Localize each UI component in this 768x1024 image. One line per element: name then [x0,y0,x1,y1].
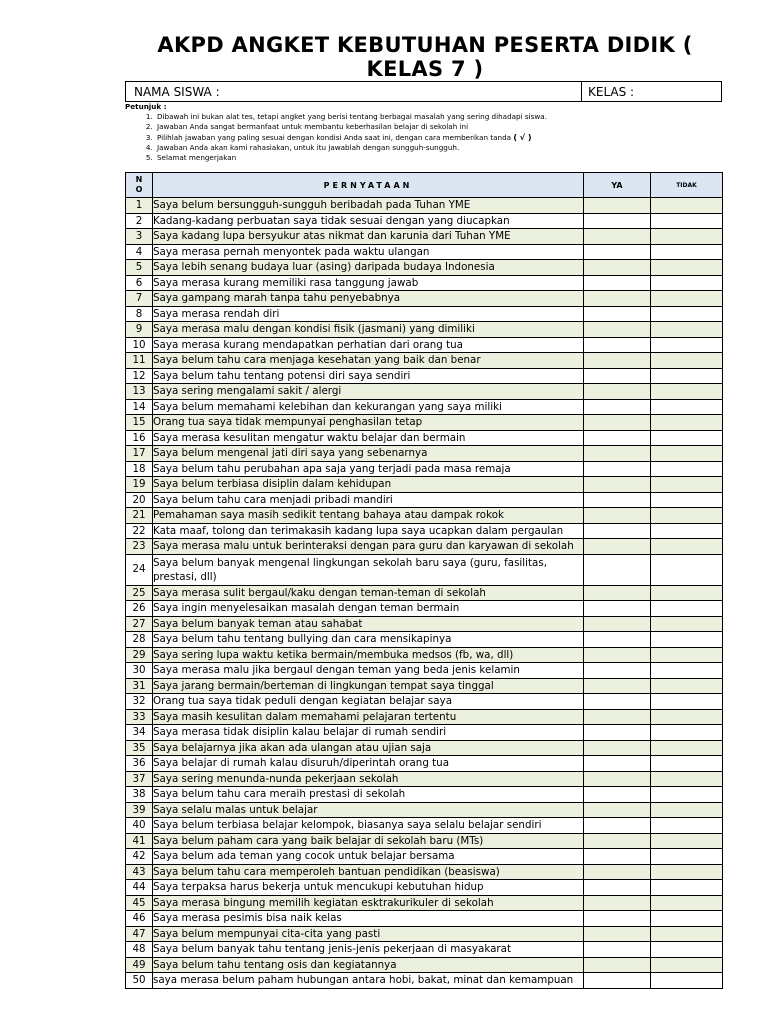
row-number: 22 [126,523,153,539]
table-row [126,492,723,508]
row-number: 48 [126,942,153,958]
tidak-checkbox-cell[interactable] [651,244,723,260]
ya-checkbox-cell[interactable] [584,244,651,260]
table-row [126,461,723,477]
tidak-checkbox-cell[interactable] [651,198,723,214]
ya-checkbox-cell[interactable] [584,632,651,648]
table-row [126,399,723,415]
tidak-checkbox-cell[interactable] [651,818,723,834]
statement-text: Saya belum tahu cara meraih prestasi di sekolah [153,787,584,803]
row-number: 32 [126,694,153,710]
row-number: 47 [126,926,153,942]
tidak-checkbox-cell[interactable] [651,973,723,989]
table-row [126,678,723,694]
tidak-checkbox-cell[interactable] [651,585,723,601]
ya-checkbox-cell[interactable] [584,787,651,803]
statement-text: Saya belum tahu cara memperoleh bantuan pendidikan (beasiswa) [153,864,584,880]
ya-checkbox-cell[interactable] [584,477,651,493]
table-row [126,508,723,524]
header-ya: YA [584,173,651,198]
table-row [126,957,723,973]
row-number: 7 [126,291,153,307]
ya-checkbox-cell[interactable] [584,306,651,322]
table-row [126,771,723,787]
tidak-checkbox-cell[interactable] [651,787,723,803]
tidak-checkbox-cell[interactable] [651,306,723,322]
row-number: 50 [126,973,153,989]
tidak-checkbox-cell[interactable] [651,523,723,539]
statement-text: Saya kadang lupa bersyukur atas nikmat dan karunia dari Tuhan YME [153,229,584,245]
nama-siswa-field[interactable]: NAMA SISWA : [126,82,582,101]
statement-text: Saya lebih senang budaya luar (asing) daripada budaya Indonesia [153,260,584,276]
table-row [126,694,723,710]
ya-checkbox-cell[interactable] [584,213,651,229]
statement-text: Kadang-kadang perbuatan saya tidak sesuai dengan yang diucapkan [153,213,584,229]
statement-text: Kata maaf, tolong dan terimakasih kadang lupa saya ucapkan dalam pergaulan [153,523,584,539]
table-header-row [126,173,723,198]
ya-checkbox-cell[interactable] [584,942,651,958]
ya-checkbox-cell[interactable] [584,554,651,585]
table-row [126,849,723,865]
tidak-checkbox-cell[interactable] [651,709,723,725]
row-number: 40 [126,818,153,834]
row-number: 44 [126,880,153,896]
statement-text: Saya belum banyak mengenal lingkungan sekolah baru saya (guru, fasilitas, prestasi, dll) [153,554,584,585]
tidak-checkbox-cell[interactable] [651,926,723,942]
statement-text: Saya belum mempunyai cita-cita yang pasti [153,926,584,942]
tidak-checkbox-cell[interactable] [651,942,723,958]
row-number: 23 [126,539,153,555]
statement-text: Saya merasa bingung memilih kegiatan esktrakurikuler di sekolah [153,895,584,911]
ya-checkbox-cell[interactable] [584,818,651,834]
statement-text: Saya belum banyak tahu tentang jenis-jenis pekerjaan di masyakarat [153,942,584,958]
row-number: 1 [126,198,153,214]
ya-checkbox-cell[interactable] [584,771,651,787]
row-number: 26 [126,601,153,617]
header-no [126,173,153,198]
row-number: 5 [126,260,153,276]
table-row [126,756,723,772]
statement-text: Saya belum tahu tentang bullying dan cara mensikapinya [153,632,584,648]
ya-checkbox-cell[interactable] [584,601,651,617]
table-row [126,787,723,803]
statement-text: Saya sering lupa waktu ketika bermain/membuka medsos (fb, wa, dll) [153,647,584,663]
table-row [126,306,723,322]
ya-checkbox-cell[interactable] [584,585,651,601]
ya-checkbox-cell[interactable] [584,802,651,818]
statement-text: Saya sering mengalami sakit / alergi [153,384,584,400]
tidak-checkbox-cell[interactable] [651,260,723,276]
row-number: 27 [126,616,153,632]
statement-text: Saya belum mengenal jati diri saya yang sebenarnya [153,446,584,462]
row-number: 28 [126,632,153,648]
table-row [126,446,723,462]
table-row [126,322,723,338]
statement-text: Orang tua saya tidak peduli dengan kegiatan belajar saya [153,694,584,710]
row-number: 43 [126,864,153,880]
page-title: AKPD ANGKET KEBUTUHAN PESERTA DIDIK ( KELAS 7 ) [157,33,693,81]
statement-text: saya merasa belum paham hubungan antara hobi, bakat, minat dan kemampuan [153,973,584,989]
tidak-checkbox-cell[interactable] [651,880,723,896]
table-row [126,368,723,384]
tidak-checkbox-cell[interactable] [651,229,723,245]
kelas-field[interactable]: KELAS : [588,85,635,99]
ya-checkbox-cell[interactable] [584,539,651,555]
statement-text: Saya belum memahami kelebihan dan kekurangan yang saya miliki [153,399,584,415]
tidak-checkbox-cell[interactable] [651,384,723,400]
row-number: 21 [126,508,153,524]
ya-checkbox-cell[interactable] [584,353,651,369]
ya-checkbox-cell[interactable] [584,895,651,911]
row-number: 15 [126,415,153,431]
ya-checkbox-cell[interactable] [584,492,651,508]
check-mark: ( √ ) [513,132,532,142]
tidak-checkbox-cell[interactable] [651,291,723,307]
row-number: 34 [126,725,153,741]
row-number: 20 [126,492,153,508]
statement-text: Saya belum bersungguh-sungguh beribadah pada Tuhan YME [153,198,584,214]
tidak-checkbox-cell[interactable] [651,802,723,818]
statement-text: Saya merasa pesimis bisa naik kelas [153,911,584,927]
row-number: 49 [126,957,153,973]
ya-checkbox-cell[interactable] [584,337,651,353]
ya-checkbox-cell[interactable] [584,446,651,462]
table-row [126,709,723,725]
table-row [126,430,723,446]
tidak-checkbox-cell[interactable] [651,833,723,849]
statement-text: Saya belum ada teman yang cocok untuk belajar bersama [153,849,584,865]
header-tidak: TIDAK [651,173,723,198]
tidak-checkbox-cell[interactable] [651,632,723,648]
statement-text: Saya merasa rendah diri [153,306,584,322]
statement-text: Saya gampang marah tanpa tahu penyebabnya [153,291,584,307]
row-number: 16 [126,430,153,446]
header-pernyataan: PERNYATAAN [153,173,584,198]
row-number: 25 [126,585,153,601]
statement-text: Saya sering menunda-nunda pekerjaan sekolah [153,771,584,787]
ya-checkbox-cell[interactable] [584,508,651,524]
statement-text: Pemahaman saya masih sedikit tentang bahaya atau dampak rokok [153,508,584,524]
row-number: 2 [126,213,153,229]
row-number: 46 [126,911,153,927]
table-body [126,198,723,989]
row-number: 17 [126,446,153,462]
table-row [126,244,723,260]
table-row [126,198,723,214]
ya-checkbox-cell[interactable] [584,415,651,431]
student-info-box [125,81,722,102]
table-row [126,616,723,632]
ya-checkbox-cell[interactable] [584,864,651,880]
table-row [126,337,723,353]
tidak-checkbox-cell[interactable] [651,647,723,663]
ya-checkbox-cell[interactable] [584,260,651,276]
tidak-checkbox-cell[interactable] [651,446,723,462]
ya-checkbox-cell[interactable] [584,957,651,973]
tidak-checkbox-cell[interactable] [651,353,723,369]
questionnaire-table [125,172,723,989]
row-number: 37 [126,771,153,787]
ya-checkbox-cell[interactable] [584,663,651,679]
tidak-checkbox-cell[interactable] [651,911,723,927]
row-number: 14 [126,399,153,415]
instructions [125,102,725,163]
statement-text: Saya belajar di rumah kalau disuruh/diperintah orang tua [153,756,584,772]
tidak-checkbox-cell[interactable] [651,740,723,756]
table-row [126,895,723,911]
statement-text: Saya merasa tidak disiplin kalau belajar di rumah sendiri [153,725,584,741]
ya-checkbox-cell[interactable] [584,740,651,756]
statement-text: Saya belum tahu cara menjaga kesehatan yang baik dan benar [153,353,584,369]
table-row [126,601,723,617]
statement-text: Saya merasa kesulitan mengatur waktu belajar dan bermain [153,430,584,446]
ya-checkbox-cell[interactable] [584,849,651,865]
tidak-checkbox-cell[interactable] [651,492,723,508]
statement-text: Saya belajarnya jika akan ada ulangan atau ujian saja [153,740,584,756]
table-row [126,833,723,849]
tidak-checkbox-cell[interactable] [651,337,723,353]
ya-checkbox-cell[interactable] [584,926,651,942]
ya-checkbox-cell[interactable] [584,198,651,214]
instruction-item [155,133,725,143]
statement-text: Saya jarang bermain/berteman di lingkungan tempat saya tinggal [153,678,584,694]
table-row [126,229,723,245]
ya-checkbox-cell[interactable] [584,368,651,384]
tidak-checkbox-cell[interactable] [651,957,723,973]
ya-checkbox-cell[interactable] [584,616,651,632]
row-number: 9 [126,322,153,338]
ya-checkbox-cell[interactable] [584,647,651,663]
statement-text: Saya merasa malu untuk berinteraksi dengan para guru dan karyawan di sekolah [153,539,584,555]
ya-checkbox-cell[interactable] [584,384,651,400]
row-number: 35 [126,740,153,756]
tidak-checkbox-cell[interactable] [651,399,723,415]
ya-checkbox-cell[interactable] [584,911,651,927]
tidak-checkbox-cell[interactable] [651,601,723,617]
row-number: 10 [126,337,153,353]
ya-checkbox-cell[interactable] [584,322,651,338]
tidak-checkbox-cell[interactable] [651,461,723,477]
row-number: 31 [126,678,153,694]
tidak-checkbox-cell[interactable] [651,663,723,679]
statement-text: Saya masih kesulitan dalam memahami pelajaran tertentu [153,709,584,725]
table-row [126,415,723,431]
tidak-checkbox-cell[interactable] [651,616,723,632]
tidak-checkbox-cell[interactable] [651,864,723,880]
tidak-checkbox-cell[interactable] [651,539,723,555]
row-number: 36 [126,756,153,772]
instructions-list [125,112,725,163]
table-row [126,818,723,834]
tidak-checkbox-cell[interactable] [651,508,723,524]
ya-checkbox-cell[interactable] [584,229,651,245]
row-number: 38 [126,787,153,803]
table-row [126,585,723,601]
tidak-checkbox-cell[interactable] [651,554,723,585]
ya-checkbox-cell[interactable] [584,430,651,446]
table-row [126,725,723,741]
ya-checkbox-cell[interactable] [584,461,651,477]
table-row [126,539,723,555]
instruction-item: 2. Jawaban Anda sangat bermanfaat untuk membantu keberhasilan belajar di sekolah ini [155,122,725,132]
instruction-item: 1. Dibawah ini bukan alat tes, tetapi angket yang berisi tentang berbagai masalah yang sering dihadapi siswa. [155,112,725,122]
ya-checkbox-cell[interactable] [584,291,651,307]
table-row [126,942,723,958]
tidak-checkbox-cell[interactable] [651,430,723,446]
tidak-checkbox-cell[interactable] [651,849,723,865]
tidak-checkbox-cell[interactable] [651,415,723,431]
instruction-item: 5. Selamat mengerjakan [155,153,725,163]
ya-checkbox-cell[interactable] [584,880,651,896]
table-row [126,291,723,307]
statement-text: Orang tua saya tidak mempunyai penghasilan tetap [153,415,584,431]
statement-text: Saya merasa sulit bergaul/kaku dengan teman-teman di sekolah [153,585,584,601]
row-number: 41 [126,833,153,849]
statement-text: Saya merasa malu dengan kondisi fisik (jasmani) yang dimiliki [153,322,584,338]
table-row [126,554,723,585]
table-row [126,647,723,663]
row-number: 30 [126,663,153,679]
statement-text: Saya belum tahu cara menjadi pribadi mandiri [153,492,584,508]
row-number: 29 [126,647,153,663]
tidak-checkbox-cell[interactable] [651,694,723,710]
ya-checkbox-cell[interactable] [584,275,651,291]
statement-text: Saya merasa pernah menyontek pada waktu ulangan [153,244,584,260]
row-number: 42 [126,849,153,865]
tidak-checkbox-cell[interactable] [651,275,723,291]
tidak-checkbox-cell[interactable] [651,678,723,694]
ya-checkbox-cell[interactable] [584,399,651,415]
ya-checkbox-cell[interactable] [584,833,651,849]
table-row [126,353,723,369]
ya-checkbox-cell[interactable] [584,523,651,539]
table-row [126,880,723,896]
statement-text: Saya ingin menyelesaikan masalah dengan teman bermain [153,601,584,617]
tidak-checkbox-cell[interactable] [651,895,723,911]
row-number: 19 [126,477,153,493]
row-number: 39 [126,802,153,818]
statement-text: Saya belum paham cara yang baik belajar di sekolah baru (MTs) [153,833,584,849]
table-row [126,477,723,493]
statement-text: Saya belum tahu perubahan apa saja yang terjadi pada masa remaja [153,461,584,477]
row-number: 12 [126,368,153,384]
ya-checkbox-cell[interactable] [584,973,651,989]
statement-text: Saya belum terbiasa belajar kelompok, biasanya saya selalu belajar sendiri [153,818,584,834]
instruction-item: 4. Jawaban Anda akan kami rahasiakan, untuk itu jawablah dengan sungguh-sungguh. [155,143,725,153]
tidak-checkbox-cell[interactable] [651,771,723,787]
statement-text: Saya selalu malas untuk belajar [153,802,584,818]
statement-text: Saya belum tahu tentang osis dan kegiatannya [153,957,584,973]
table-row [126,911,723,927]
statement-text: Saya belum terbiasa disiplin dalam kehidupan [153,477,584,493]
tidak-checkbox-cell[interactable] [651,756,723,772]
tidak-checkbox-cell[interactable] [651,213,723,229]
row-number: 18 [126,461,153,477]
ya-checkbox-cell[interactable] [584,756,651,772]
row-number: 24 [126,554,153,585]
tidak-checkbox-cell[interactable] [651,477,723,493]
table-row [126,864,723,880]
table-row [126,213,723,229]
header-no-text: NO [135,175,143,194]
table-row [126,802,723,818]
row-number: 6 [126,275,153,291]
instruction-text: Pilihlah jawaban yang paling sesuai dengan kondisi Anda saat ini, dengan cara memberikan tanda [157,132,512,142]
row-number: 3 [126,229,153,245]
ya-checkbox-cell[interactable] [584,709,651,725]
table-row [126,260,723,276]
instructions-heading: Petunjuk : [125,102,167,111]
statement-text: Saya merasa malu jika bergaul dengan teman yang beda jenis kelamin [153,663,584,679]
statement-text: Saya belum banyak teman atau sahabat [153,616,584,632]
tidak-checkbox-cell[interactable] [651,322,723,338]
statement-text: Saya terpaksa harus bekerja untuk mencukupi kebutuhan hidup [153,880,584,896]
row-number: 45 [126,895,153,911]
row-number: 33 [126,709,153,725]
table-row [126,384,723,400]
statement-text: Saya merasa kurang mendapatkan perhatian dari orang tua [153,337,584,353]
table-row [126,523,723,539]
row-number: 8 [126,306,153,322]
row-number: 11 [126,353,153,369]
tidak-checkbox-cell[interactable] [651,368,723,384]
statement-text: Saya merasa kurang memiliki rasa tanggung jawab [153,275,584,291]
tidak-checkbox-cell[interactable] [651,725,723,741]
table-row [126,740,723,756]
table-row [126,973,723,989]
ya-checkbox-cell[interactable] [584,694,651,710]
statement-text: Saya belum tahu tentang potensi diri saya sendiri [153,368,584,384]
table-row [126,926,723,942]
ya-checkbox-cell[interactable] [584,678,651,694]
row-number: 13 [126,384,153,400]
table-row [126,663,723,679]
row-number: 4 [126,244,153,260]
table-row [126,632,723,648]
ya-checkbox-cell[interactable] [584,725,651,741]
table-row [126,275,723,291]
